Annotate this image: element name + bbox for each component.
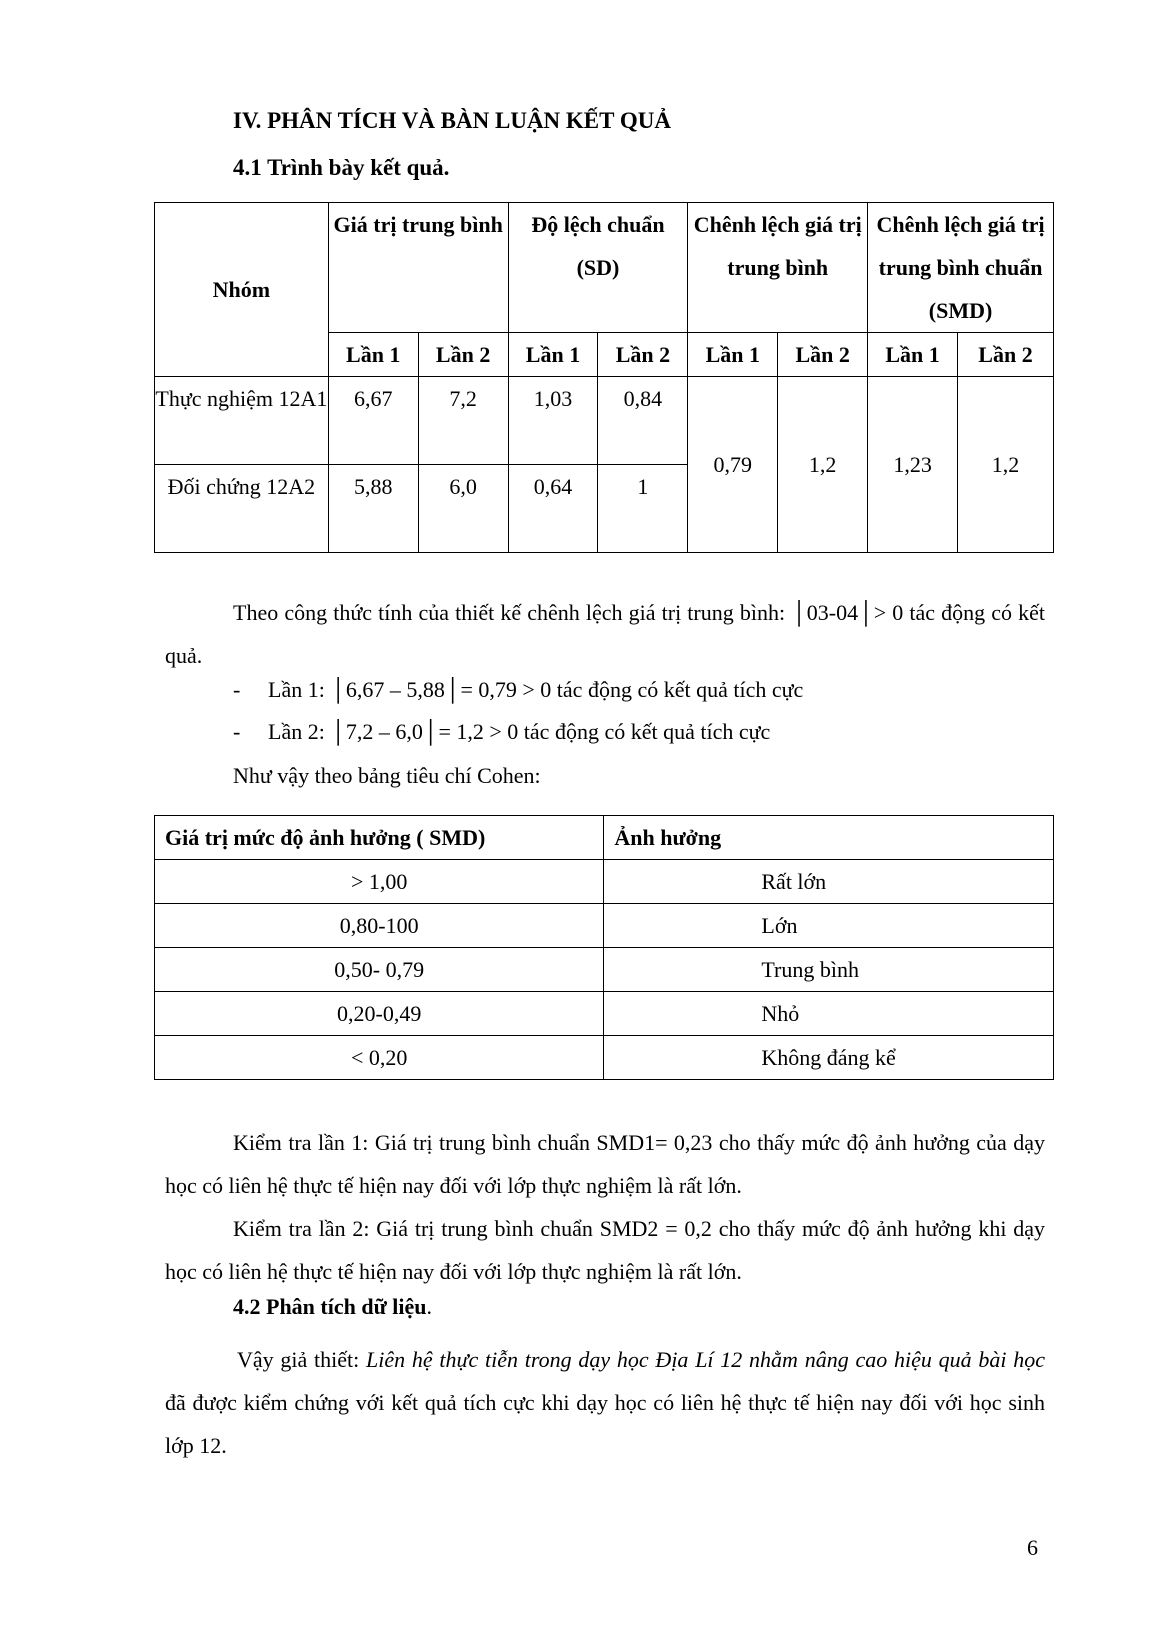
- section-heading: IV. PHÂN TÍCH VÀ BÀN LUẬN KẾT QUẢ: [233, 108, 671, 133]
- bullet-attempt-1: Lần 1: │6,67 – 5,88│= 0,79 > 0 tác động có kết quả tích cực: [268, 677, 804, 702]
- results-table: [154, 202, 1054, 553]
- bullet-dash: -: [233, 677, 241, 702]
- cell-value: 6,67: [328, 377, 418, 465]
- header-attempt: Lần 2: [598, 333, 688, 377]
- cohen-table: [154, 815, 1054, 1080]
- cell-value: 6,0: [418, 465, 508, 553]
- conclusion-hypothesis: Liên hệ thực tiễn trong dạy học Địa Lí 12 nhằm nâng cao hiệu quả bài học: [366, 1347, 1045, 1372]
- smd-range: 0,50- 0,79: [155, 948, 604, 992]
- effect-label: Rất lớn: [604, 860, 1054, 904]
- effect-label: Nhỏ: [604, 992, 1054, 1036]
- conclusion-lead: Vậy giả thiết:: [237, 1347, 367, 1372]
- formula-paragraph: Theo công thức tính của thiết kế chênh lệch giá trị trung bình: │03-04│> 0 tác động có kết quả.: [165, 600, 1045, 668]
- page-number: 6: [1027, 1535, 1038, 1560]
- group-name: Đối chứng 12A2: [155, 465, 329, 553]
- test-1-paragraph: Kiểm tra lần 1: Giá trị trung bình chuẩn SMD1= 0,23 cho thấy mức độ ảnh hưởng của dạy học có liên hệ thực tế hiện nay đối với lớp thực nghiệm là rất lớn.: [165, 1130, 1045, 1198]
- header-effect: Ảnh hưởng: [604, 816, 1054, 860]
- effect-label: Trung bình: [604, 948, 1054, 992]
- header-attempt: Lần 1: [868, 333, 958, 377]
- table-row: [155, 948, 1054, 992]
- table-row: [155, 860, 1054, 904]
- cell-value: 1,03: [508, 377, 598, 465]
- bullet-dash: -: [233, 719, 241, 744]
- diff-value: 0,79: [688, 377, 778, 553]
- cell-value: 1: [598, 465, 688, 553]
- smd-range: < 0,20: [155, 1036, 604, 1080]
- cell-value: 7,2: [418, 377, 508, 465]
- subsection-heading-results: 4.1 Trình bày kết quả.: [233, 155, 450, 180]
- effect-label: Không đáng kể: [604, 1036, 1054, 1080]
- smd-range: 0,80-100: [155, 904, 604, 948]
- header-smd-level: Giá trị mức độ ảnh hưởng ( SMD): [155, 816, 604, 860]
- analysis-heading-text: 4.2 Phân tích dữ liệu: [233, 1294, 427, 1319]
- test-2-paragraph: Kiểm tra lần 2: Giá trị trung bình chuẩn SMD2 = 0,2 cho thấy mức độ ảnh hưởng khi dạy học có liên hệ thực tế hiện nay đối với lớp thực nghiệm là rất lớn.: [165, 1216, 1045, 1284]
- cell-value: 0,64: [508, 465, 598, 553]
- bullet-attempt-2: Lần 2: │7,2 – 6,0│= 1,2 > 0 tác động có kết quả tích cực: [268, 719, 771, 744]
- subsection-heading-analysis: [233, 1294, 432, 1320]
- header-mean-diff: Chênh lệch giá trị trung bình: [688, 203, 868, 333]
- smd-value: 1,23: [868, 377, 958, 553]
- header-attempt: Lần 2: [418, 333, 508, 377]
- header-attempt: Lần 1: [508, 333, 598, 377]
- effect-label: Lớn: [604, 904, 1054, 948]
- header-attempt: Lần 2: [778, 333, 868, 377]
- analysis-heading-period: .: [426, 1294, 433, 1319]
- header-attempt: Lần 2: [958, 333, 1054, 377]
- header-attempt: Lần 1: [328, 333, 418, 377]
- smd-value: 1,2: [958, 377, 1054, 553]
- group-name: Thực nghiệm 12A1: [155, 377, 329, 465]
- table-row: [155, 1036, 1054, 1080]
- table-row: [155, 904, 1054, 948]
- table-row: [155, 992, 1054, 1036]
- header-smd: Chênh lệch giá trị trung bình chuẩn (SMD): [868, 203, 1054, 333]
- header-attempt: Lần 1: [688, 333, 778, 377]
- header-sd: Độ lệch chuẩn (SD): [508, 203, 688, 333]
- smd-range: 0,20-0,49: [155, 992, 604, 1036]
- conclusion-rest: đã được kiểm chứng với kết quả tích cực khi dạy học có liên hệ thực tế hiện nay đối với học sinh lớp 12.: [165, 1390, 1045, 1458]
- header-mean: Giá trị trung bình: [328, 203, 508, 333]
- smd-range: > 1,00: [155, 860, 604, 904]
- diff-value: 1,2: [778, 377, 868, 553]
- cohen-intro: Như vậy theo bảng tiêu chí Cohen:: [233, 763, 541, 788]
- cell-value: 0,84: [598, 377, 688, 465]
- cell-value: 5,88: [328, 465, 418, 553]
- table-row: [155, 377, 1054, 465]
- conclusion-paragraph: [165, 1338, 1045, 1467]
- header-group: Nhóm: [155, 203, 329, 377]
